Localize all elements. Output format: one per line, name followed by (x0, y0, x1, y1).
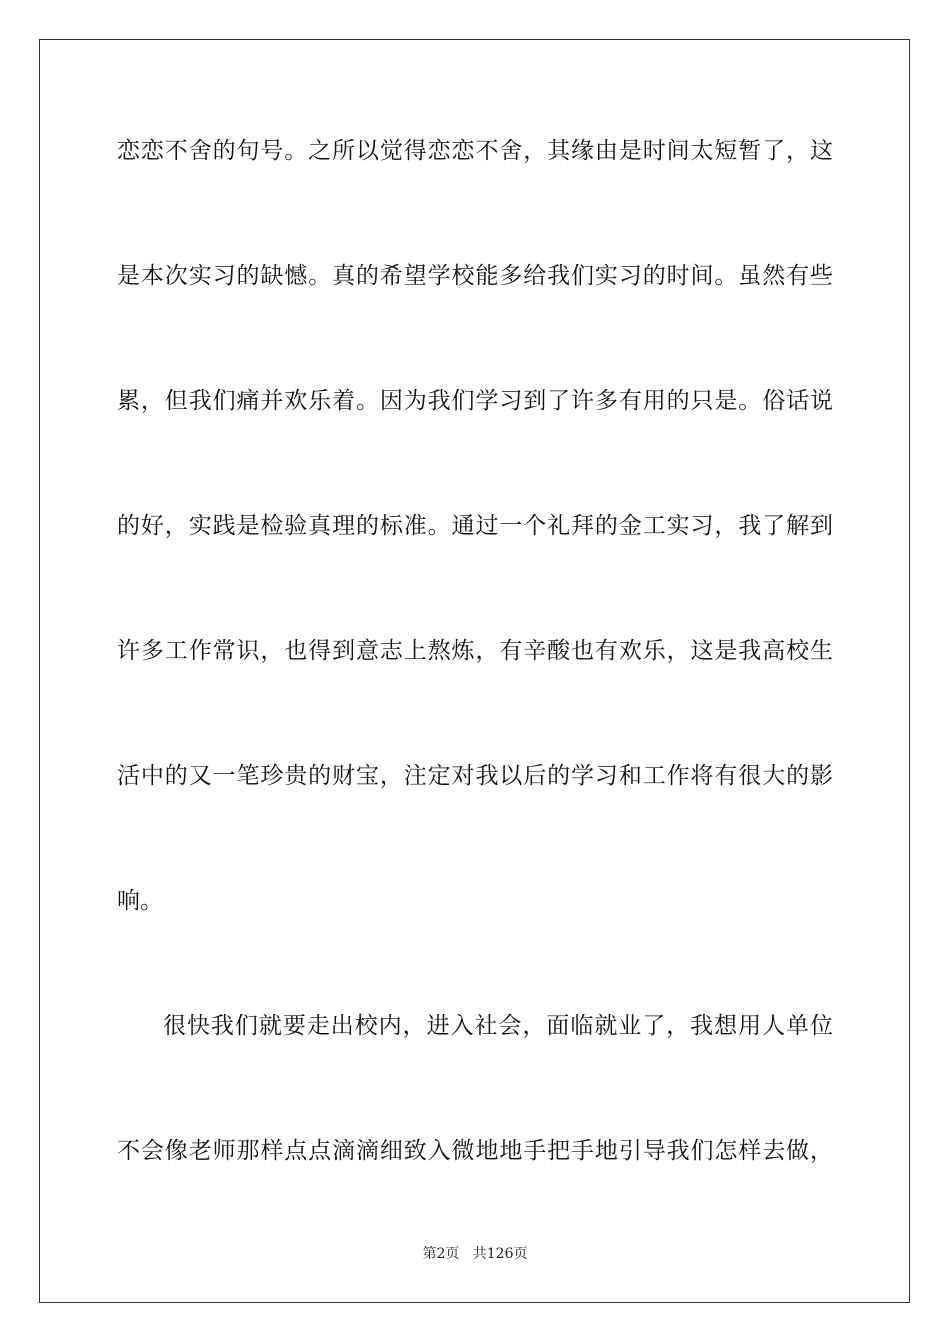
paragraph-line-9: 不会像老师那样点点滴滴细致入微地地手把手地引导我们怎样去做， (117, 1138, 833, 1164)
paragraph-line-8: 很快我们就要走出校内，进入社会，面临就业了，我想用人单位 (163, 1013, 833, 1039)
paragraph-line-2: 是本次实习的缺憾。真的希望学校能多给我们实习的时间。虽然有些 (117, 263, 833, 289)
paragraph-line-1: 恋恋不舍的句号。之所以觉得恋恋不舍，其缘由是时间太短暂了，这 (117, 138, 833, 164)
page-current-number: 第2页 (422, 1246, 460, 1262)
paragraph-line-3: 累，但我们痛并欢乐着。因为我们学习到了许多有用的只是。俗话说 (117, 388, 833, 414)
paragraph-line-4: 的好，实践是检验真理的标准。通过一个礼拜的金工实习，我了解到 (117, 513, 833, 539)
page-footer (0, 1245, 950, 1263)
paragraph-line-7: 响。 (117, 888, 163, 914)
page-frame (39, 39, 910, 1303)
page-total-count: 共126页 (472, 1246, 528, 1262)
paragraph-line-5: 许多工作常识，也得到意志上熬炼，有辛酸也有欢乐，这是我高校生 (117, 638, 833, 664)
paragraph-line-6: 活中的又一笔珍贵的财宝，注定对我以后的学习和工作将有很大的影 (117, 763, 833, 789)
